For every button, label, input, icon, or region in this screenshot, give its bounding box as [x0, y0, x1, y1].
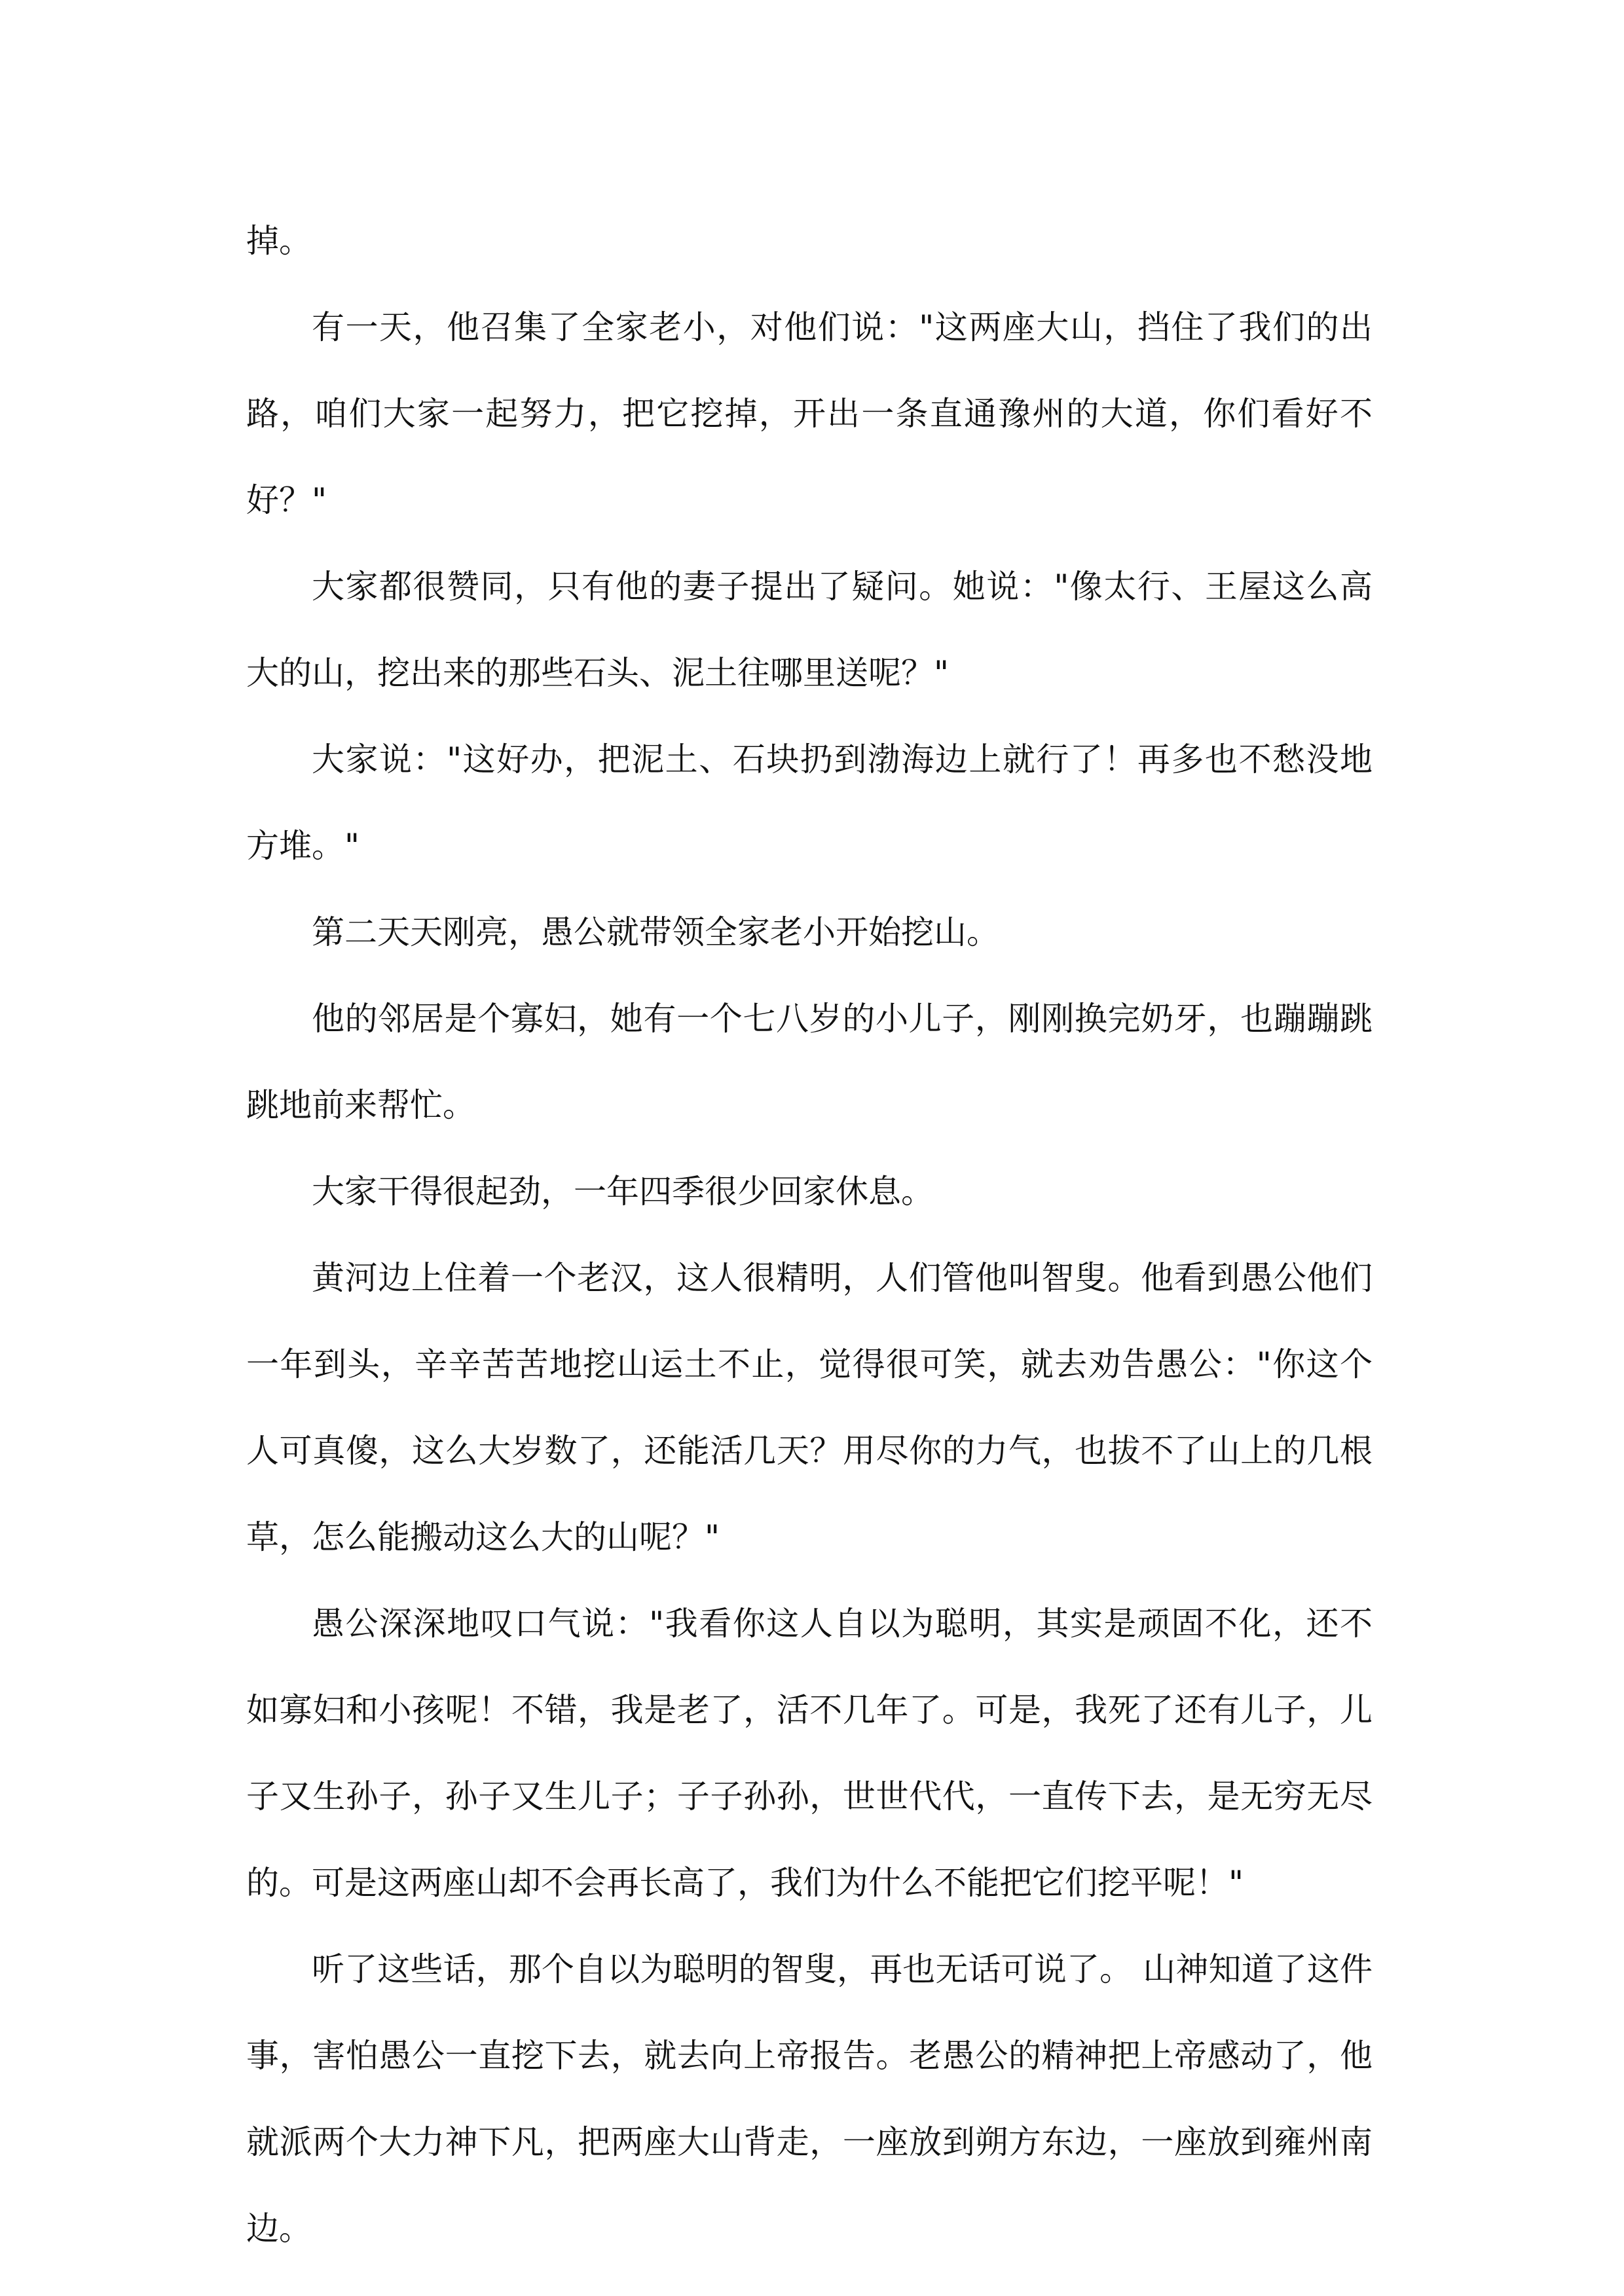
paragraph-1: 掉。: [246, 222, 312, 260]
paragraph-6: 他的邻居是个寡妇，她有一个七八岁的小儿子，刚刚换完奶牙，也蹦蹦跳跳地前来帮忙。: [246, 1000, 1373, 1124]
paragraph-9: 愚公深深地叹口气说："我看你这人自以为聪明，其实是顽固不化，还不如寡妇和小孩呢！不错，我是老了，活不几年了。可是，我死了还有儿子，儿子又生孙子，孙子又生儿子；子子孙孙，世世代代，一直传下去，是无穷无尽的。可是这两座山却不会再长高了，我们为什么不能把它们挖平呢！": [246, 1605, 1373, 1902]
paragraph-10: 听了这些话，那个自以为聪明的智叟，再也无话可说了。 山神知道了这件事，害怕愚公一直挖下去，就去向上帝报告。老愚公的精神把上帝感动了，他就派两个大力神下凡，把两座大山背走，一座放到朔方东边，一座放到雍州南边。: [246, 1950, 1373, 2248]
paragraph-4: 大家说："这好办，把泥土、石块扔到渤海边上就行了！再多也不愁没地方堆。": [246, 740, 1373, 865]
paragraph-8: 黄河边上住着一个老汉，这人很精明，人们管他叫智叟。他看到愚公他们一年到头，辛辛苦苦地挖山运土不止，觉得很可笑，就去劝告愚公："你这个人可真傻，这么大岁数了，还能活几天？用尽你的力气，也拔不了山上的几根草，怎么能搬动这么大的山呢？": [246, 1259, 1373, 1556]
paragraph-5: 第二天天刚亮，愚公就带领全家老小开始挖山。: [312, 913, 999, 951]
paragraph-7: 大家干得很起劲，一年四季很少回家休息。: [312, 1173, 934, 1211]
story-text: [246, 198, 1373, 2272]
paragraph-2: 有一天，他召集了全家老小，对他们说："这两座大山，挡住了我们的出路，咱们大家一起努力，把它挖掉，开出一条直通豫州的大道，你们看好不好？": [246, 308, 1373, 519]
paragraph-3: 大家都很赞同，只有他的妻子提出了疑问。她说："像太行、王屋这么高大的山，挖出来的那些石头、泥土往哪里送呢？": [246, 568, 1373, 692]
